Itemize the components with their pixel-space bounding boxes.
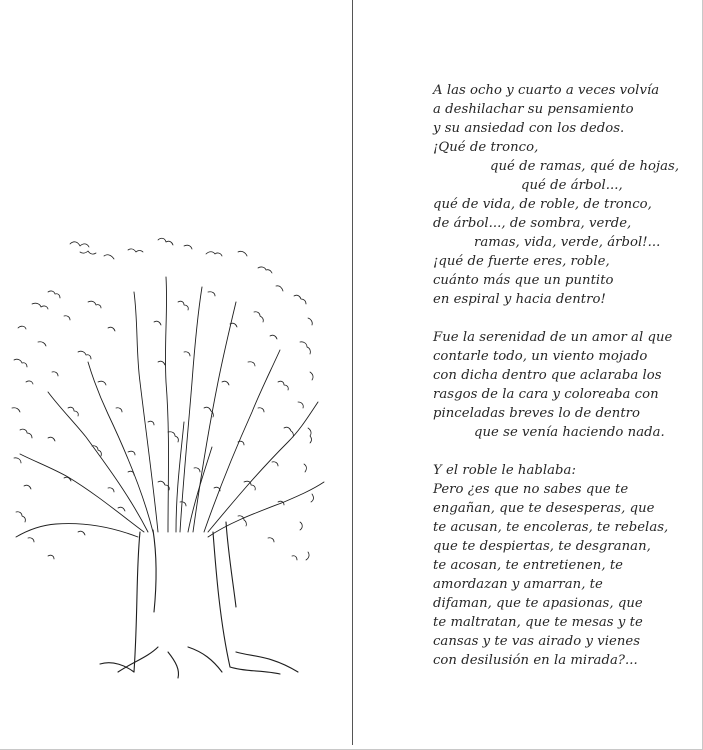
poem-line: qué de ramas, qué de hojas,	[490, 159, 680, 174]
poem-line: que se venía haciendo nada.	[474, 425, 665, 440]
stanza-gap	[433, 309, 698, 328]
oak-tree-sketch-icon	[8, 232, 328, 682]
poem-line: a deshilachar su pensamiento	[433, 102, 634, 117]
poem-line: te maltratan, que te mesas y te	[433, 615, 643, 630]
poem-line: que te despiertas, te desgranan,	[433, 539, 651, 554]
poem-line: engañan, que te desesperas, que	[433, 501, 655, 516]
poem-line: cansas y te vas airado y vienes	[433, 634, 641, 649]
poem-line: Fue la serenidad de un amor al que	[433, 330, 673, 345]
poem-text	[433, 81, 698, 670]
tree-trunk	[100, 522, 298, 678]
poem-line: amordazan y amarran, te	[433, 577, 603, 592]
poem-line: cuánto más que un puntito	[433, 273, 614, 288]
tree-illustration	[8, 232, 328, 682]
poem-line: te acosan, te entretienen, te	[433, 558, 624, 573]
tree-foliage	[12, 238, 313, 560]
poem-line: Y el roble le hablaba:	[433, 463, 576, 478]
poem-line: pinceladas breves lo de dentro	[433, 406, 641, 421]
poem-line: con dicha dentro que aclaraba los	[433, 368, 662, 383]
poem-line: de árbol..., de sombra, verde,	[433, 216, 632, 231]
poem-line: rasgos de la cara y coloreaba con	[433, 387, 659, 402]
poem-line: qué de árbol...,	[521, 178, 623, 193]
stanza-gap	[433, 442, 698, 461]
poem-line: y su ansiedad con los dedos.	[433, 121, 625, 136]
right-page	[353, 0, 703, 750]
poem-line: ¡qué de fuerte eres, roble,	[433, 254, 610, 269]
poem-line: difaman, que te apasionas, que	[433, 596, 643, 611]
poem-line: Pero ¿es que no sabes que te	[433, 482, 629, 497]
poem-line: en espiral y hacia dentro!	[433, 292, 606, 307]
poem-line: ramas, vida, verde, árbol!...	[474, 235, 661, 250]
poem-line: contarle todo, un viento mojado	[433, 349, 648, 364]
poem-line: ¡Qué de tronco,	[433, 140, 539, 155]
poem-line: A las ocho y cuarto a veces volvía	[433, 83, 660, 98]
tree-branches	[16, 277, 324, 537]
poem-line: te acusan, te encoleras, te rebelas,	[433, 520, 669, 535]
poem-line: qué de vida, de roble, de tronco,	[433, 197, 652, 212]
poem-line: con desilusión en la mirada?...	[433, 653, 638, 668]
